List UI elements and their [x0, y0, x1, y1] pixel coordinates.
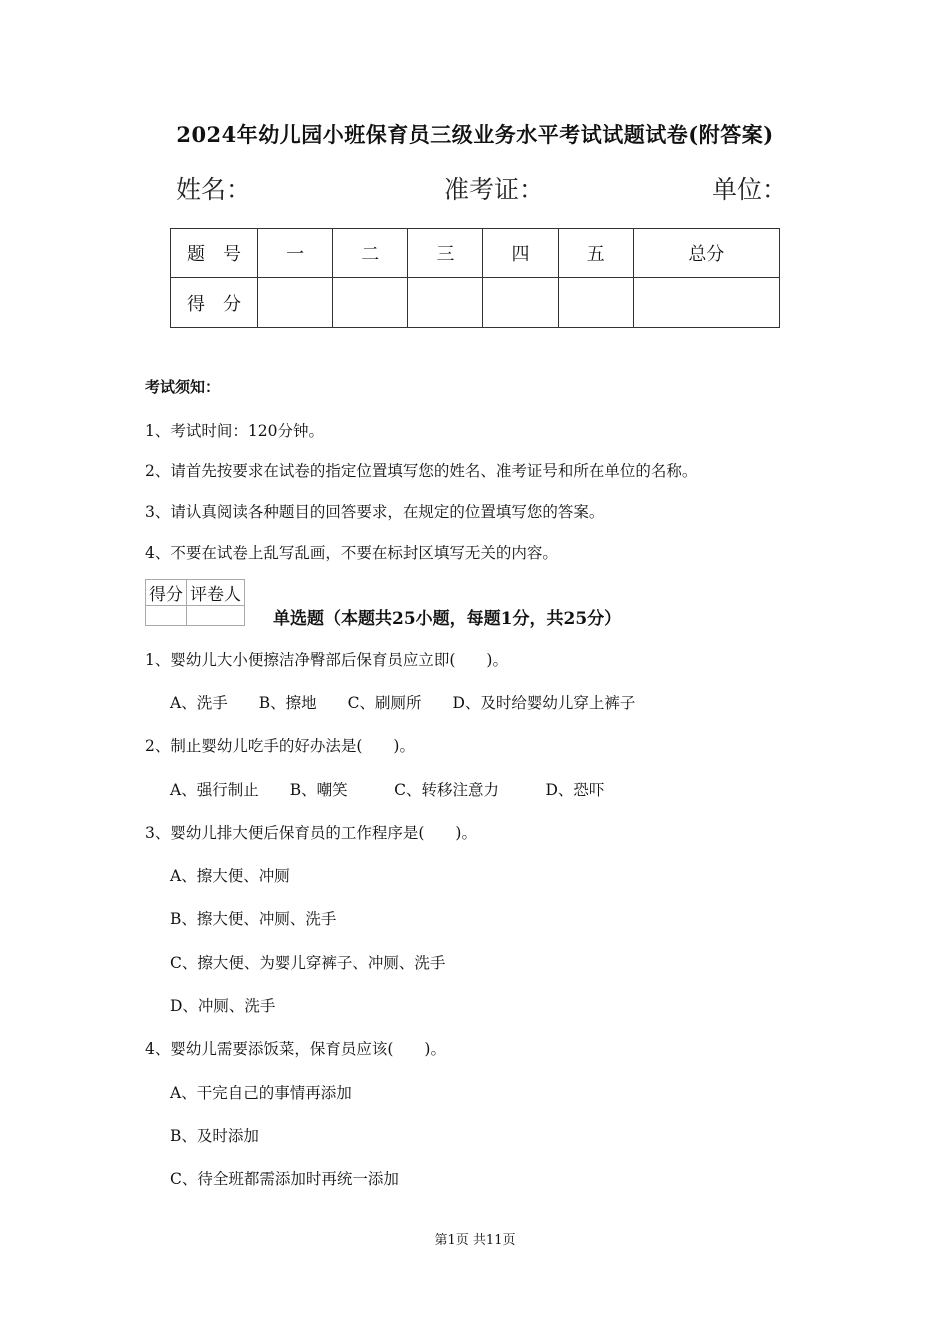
name-label: 姓名： [176, 175, 252, 204]
question-option: D、冲厕、洗手 [170, 997, 276, 1015]
question-options: A、洗手 B、擦地 C、刷厕所 D、及时给婴幼儿穿上裤子 [170, 694, 636, 712]
section-title: 单选题（本题共25小题，每题1分，共25分） [273, 609, 622, 629]
score-table-score-row [171, 278, 780, 328]
question-option: C、待全班都需添加时再统一添加 [170, 1170, 399, 1188]
score-cell[interactable] [333, 278, 408, 328]
score-cell[interactable] [408, 278, 483, 328]
question-stem: 2、制止婴幼儿吃手的好办法是( )。 [145, 737, 415, 755]
question-options: A、强行制止 B、嘲笑 C、转移注意力 D、恐吓 [170, 781, 605, 799]
question-option: A、擦大便、冲厕 [170, 867, 290, 885]
ticket-label: 准考证： [444, 175, 545, 204]
notice-item: 3、请认真阅读各种题目的回答要求，在规定的位置填写您的答案。 [145, 503, 605, 521]
question-option: C、擦大便、为婴儿穿裤子、冲厕、洗手 [170, 954, 446, 972]
question-stem: 3、婴幼儿排大便后保育员的工作程序是( )。 [145, 824, 477, 842]
question-option: A、干完自己的事情再添加 [170, 1084, 352, 1102]
score-header-cell: 一 [258, 229, 333, 278]
score-header-label: 题 号 [171, 229, 258, 278]
score-header-cell: 总分 [633, 229, 779, 278]
score-header-cell: 二 [333, 229, 408, 278]
score-row-label: 得 分 [171, 278, 258, 328]
question-stem: 1、婴幼儿大小便擦洁净臀部后保育员应立即( )。 [145, 651, 508, 669]
grader-name-label: 评卷人 [187, 580, 245, 606]
question-option: B、及时添加 [170, 1127, 259, 1145]
question-stem: 4、婴幼儿需要添饭菜，保育员应该( )。 [145, 1040, 446, 1058]
score-cell[interactable] [558, 278, 633, 328]
notice-heading: 考试须知： [145, 378, 221, 396]
question-option: B、擦大便、冲厕、洗手 [170, 910, 337, 928]
notice-item: 4、不要在试卷上乱写乱画，不要在标封区填写无关的内容。 [145, 544, 558, 562]
score-cell[interactable] [258, 278, 333, 328]
grader-score-cell[interactable] [146, 606, 187, 626]
score-header-cell: 四 [483, 229, 558, 278]
score-header-cell: 五 [558, 229, 633, 278]
notice-item: 2、请首先按要求在试卷的指定位置填写您的姓名、准考证号和所在单位的名称。 [145, 462, 698, 480]
score-cell[interactable] [633, 278, 779, 328]
exam-title: 2024年幼儿园小班保育员三级业务水平考试试题试卷(附答案) [176, 122, 774, 147]
score-cell[interactable] [483, 278, 558, 328]
unit-label: 单位： [712, 175, 788, 204]
score-header-cell: 三 [408, 229, 483, 278]
grader-box [145, 579, 245, 626]
grader-score-label: 得分 [146, 580, 187, 606]
grader-name-cell[interactable] [187, 606, 245, 626]
notice-item: 1、考试时间：120分钟。 [145, 422, 324, 440]
score-table [170, 228, 780, 328]
page-footer: 第1页 共11页 [434, 1233, 516, 1248]
score-table-header-row [171, 229, 780, 278]
